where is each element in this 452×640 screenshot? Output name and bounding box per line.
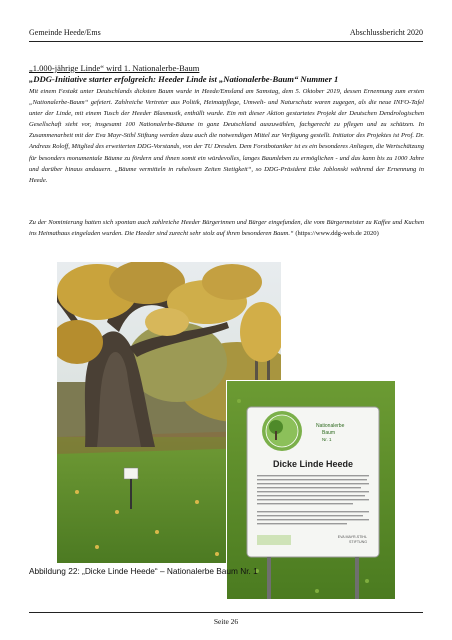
article-heading: „1.000-jährige Linde“ wird 1. Nationalerbe-Baum [29,63,200,73]
header-report-title: Abschlussbericht 2020 [349,28,423,37]
article-paragraph-2 [29,217,424,239]
article-subheading: „DDG-Initiative starter erfolgreich: Heeder Linde ist „Nationalerbe-Baum“ Nummer 1 [29,74,339,84]
figure-caption: Abbildung 22: „Dicke Linde Heede“ – Nationalerbe Baum Nr. 1 [29,566,258,576]
header-divider [29,41,423,42]
sign-title: Dicke Linde Heede [272,459,354,469]
article-paragraph-1: Mit einem Festakt unter Deutschlands dicksten Baum wurde in Heede/Emsland am Samstag, dem 5. Oktober 2019, dessen Ernennung zum ersten „Nationalerbe-Baum“ gefeiert. Zahlreiche Vertreter aus Politik, Heimatpflege, Umwelt- und Naturschutz waren zugegen, als die neue INFO-Tafel unter der Linde, mit einem Tusch der Heeder Blasmusik, enthüllt wurde. Ein mit dieser Aktion gestartetes Projekt der Deutschen Dendrologischen Gesellschaft sieht vor, insgesamt 100 Nationalerbe-Bäume in ganz Deutschland auszuwählen, fachgerecht zu pflegen und zu schützen. In Zusammenarbeit mit der Eva Mayr-Stihl Stiftung werden dazu auch die notwendigen Mittel zur Verfügung gestellt. Initiator des Projektes ist Prof. Dr. Andreas Roloff, Mitglied des erweiterten DDG-Vorstands, von der TU Dresden. Dem Forstbotaniker ist es ein besonderes Anliegen, die Wertschätzung für besonders monumentale Bäume zu fördern und ihnen somit ein würdevolles, langes Baumleben zu ermöglichen - und das kann bis zu 1000 Jahre und darüber hinaus andauern. „Bäume vermitteln in ruhelosen Zeiten Stetigkeit“, so DDG-Präsident Eike Jablonski während der Ernennung in Heede. [29,88,424,184]
header-municipality: Gemeinde Heede/Ems [29,28,101,37]
footer-divider [29,612,423,613]
page-header [29,28,423,40]
sign-badge-line-1: Nationalerbe [316,423,345,429]
sign-org-line-1: EVA MAYR-STIHL [337,535,367,539]
sign-org-line-2: STIFTUNG [349,540,367,544]
source-citation: (https://www.ddg-web.de 2020) [295,230,379,238]
sign-badge-line-3: Nr. 1 [322,437,332,442]
sign-badge-line-2: Baum [322,430,336,436]
paragraph-2-text: Zu der Nominierung hatten sich spontan auch zahlreiche Heeder Bürgerinnen und Bürger eingefunden, die vom Bürgermeister zu Kaffee und Kuchen ins Heimathaus eingeladen wurden. Die Heeder sind zurecht sehr stolz auf ihren besonderen Baum.“ [29,219,424,238]
page-number: Seite 26 [213,617,239,626]
